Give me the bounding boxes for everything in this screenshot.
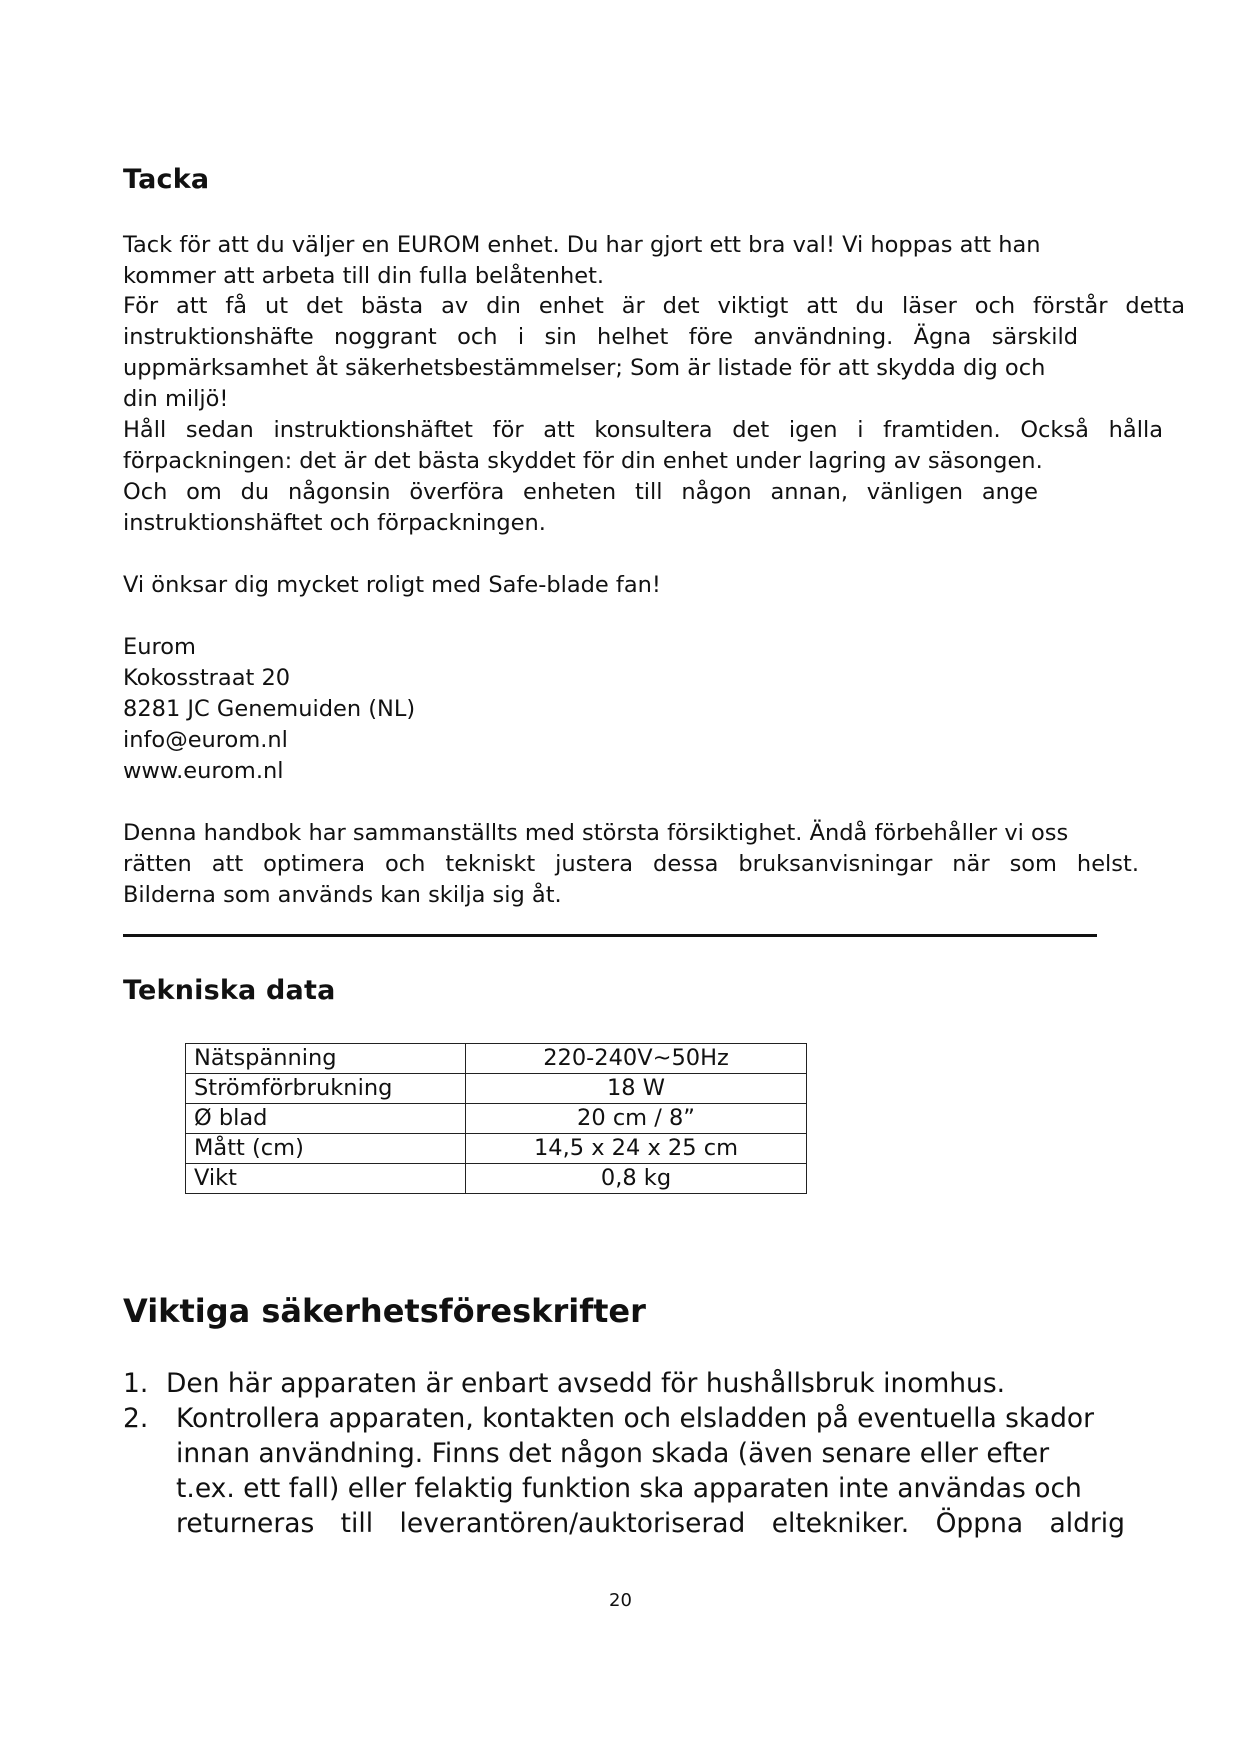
street-address: Kokosstraat 20 bbox=[123, 665, 291, 691]
horizontal-divider bbox=[123, 934, 1097, 937]
email-address: info@eurom.nl bbox=[123, 727, 288, 753]
list-number: 2. bbox=[123, 1403, 149, 1434]
disclaimer-paragraph bbox=[123, 818, 1203, 911]
spec-label: Vikt bbox=[186, 1164, 466, 1194]
text-line: instruktionshäfte noggrant och i sin helhet före användning. Ägna särskild bbox=[123, 324, 1078, 350]
instructions-paragraph bbox=[123, 291, 1203, 415]
postal-city: 8281 JC Genemuiden (NL) bbox=[123, 696, 416, 722]
spec-value: 20 cm / 8” bbox=[466, 1104, 807, 1134]
safety-list bbox=[123, 1366, 1125, 1541]
table-row bbox=[186, 1104, 807, 1134]
table-row bbox=[186, 1134, 807, 1164]
table-row bbox=[186, 1074, 807, 1104]
text-line: För att få ut det bästa av din enhet är det viktigt att du läser och förstår detta bbox=[123, 293, 1185, 319]
text-line: instruktionshäftet och förpackningen. bbox=[123, 510, 546, 536]
page-number: 20 bbox=[609, 1590, 632, 1611]
list-item bbox=[123, 1401, 1125, 1541]
text-line: Bilderna som används kan skilja sig åt. bbox=[123, 882, 562, 908]
technical-data-table bbox=[185, 1043, 807, 1194]
text-line: Kontrollera apparaten, kontakten och elsladden på eventuella skador bbox=[176, 1403, 1095, 1434]
text-line: förpackningen: det är det bästa skyddet för din enhet under lagring av säsongen. bbox=[123, 448, 1043, 474]
company-name: Eurom bbox=[123, 634, 196, 660]
address-block bbox=[123, 632, 1203, 787]
text-line: Den här apparaten är enbart avsedd för hushållsbruk inomhus. bbox=[166, 1368, 1006, 1399]
table-row bbox=[186, 1164, 807, 1194]
spec-label: Nätspänning bbox=[186, 1044, 466, 1074]
spec-value: 220-240V~50Hz bbox=[466, 1044, 807, 1074]
storage-paragraph bbox=[123, 415, 1203, 539]
enjoy-line: Vi önksar dig mycket roligt med Safe-blade fan! bbox=[123, 572, 661, 598]
text-line: returneras till leverantören/auktoriserad eltekniker. Öppna aldrig bbox=[176, 1508, 1125, 1539]
spec-value: 0,8 kg bbox=[466, 1164, 807, 1194]
spec-label: Strömförbrukning bbox=[186, 1074, 466, 1104]
text-line: Denna handbok har sammanställts med största försiktighet. Ändå förbehåller vi oss bbox=[123, 820, 1069, 846]
list-number: 1. bbox=[123, 1368, 149, 1399]
spec-label: Mått (cm) bbox=[186, 1134, 466, 1164]
text-line: Håll sedan instruktionshäftet för att konsultera det igen i framtiden. Också hålla bbox=[123, 417, 1163, 443]
heading-safety: Viktiga säkerhetsföreskrifter bbox=[123, 1292, 646, 1330]
spec-value: 14,5 x 24 x 25 cm bbox=[466, 1134, 807, 1164]
list-item bbox=[123, 1366, 1125, 1401]
text-line: innan användning. Finns det någon skada (även senare eller efter bbox=[176, 1438, 1050, 1469]
table-row bbox=[186, 1044, 807, 1074]
spec-value: 18 W bbox=[466, 1074, 807, 1104]
text-line: uppmärksamhet åt säkerhetsbestämmelser; Som är listade för att skydda dig och bbox=[123, 355, 1046, 381]
text-line: din miljö! bbox=[123, 386, 229, 412]
spec-label: Ø blad bbox=[186, 1104, 466, 1134]
website-address: www.eurom.nl bbox=[123, 758, 284, 784]
intro-paragraph bbox=[123, 230, 1203, 292]
text-line: rätten att optimera och tekniskt justera dessa bruksanvisningar när som helst. bbox=[123, 851, 1139, 877]
text-line: Tack för att du väljer en EUROM enhet. Du har gjort ett bra val! Vi hoppas att han bbox=[123, 232, 1041, 258]
heading-tekniska-data: Tekniska data bbox=[123, 975, 336, 1006]
text-line: kommer att arbeta till din fulla belåtenhet. bbox=[123, 263, 605, 289]
text-line: t.ex. ett fall) eller felaktig funktion ska apparaten inte användas och bbox=[176, 1473, 1082, 1504]
text-line: Och om du någonsin överföra enheten till någon annan, vänligen ange bbox=[123, 479, 1038, 505]
heading-tacka: Tacka bbox=[123, 164, 210, 195]
